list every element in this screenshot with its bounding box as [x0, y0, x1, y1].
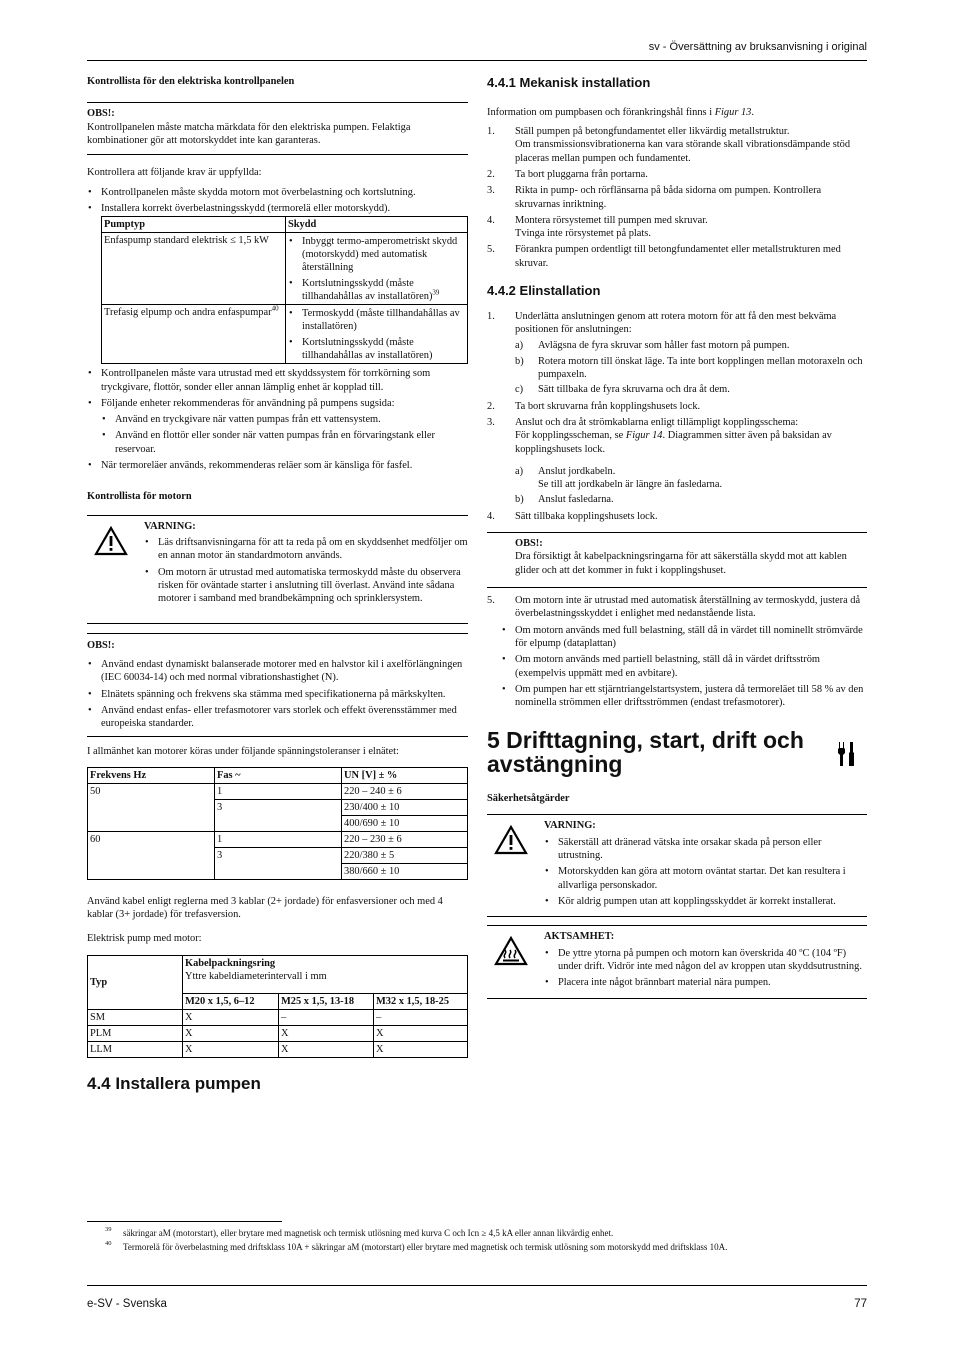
list-item: • Läs driftsanvisningarna för att ta reda på om en skyddsenhet medföljer om en annan motor än standardmotorn används.: [144, 536, 468, 563]
tools-icon: [836, 740, 856, 772]
list-item: • Elnätets spänning och frekvens ska stämma med specifikationerna på märkskylten.: [87, 688, 468, 701]
cable-rule-text: Använd kabel enligt reglerna med 3 kablar (2+ jordade) för enfasversioner och med 4 kablar (3+ jordade) för trefasversion.: [87, 895, 443, 921]
footnote-ref: 40: [271, 304, 279, 313]
table-cell: 3: [215, 847, 342, 879]
step-text: Förankra pumpen ordentligt till betongfundamentet eller metallstrukturen med skruvar.: [515, 244, 841, 269]
ring-title: Kabelpackningsring: [185, 957, 276, 969]
list-item: [87, 397, 468, 456]
step-text: Underlätta anslutningen genom att rotera motorn för att få den mest bekväma positionen för anslutningen:: [515, 310, 837, 335]
obs-title: OBS!:: [87, 108, 115, 120]
footnote-ref: 39: [432, 288, 440, 297]
list-item: • Kontrollpanelen måste skydda motorn mot överbelastning och kortslutning.: [87, 186, 468, 199]
footnote-number: 39: [105, 1226, 112, 1233]
substep-text: Sätt tillbaka de fyra skruvarna och dra åt dem.: [538, 384, 730, 396]
obs-note: [87, 102, 468, 155]
table-header: Fas ~: [215, 767, 342, 783]
safety-heading: Säkerhetsåtgärder: [487, 793, 570, 805]
section-heading-4-4-2: 4.4.2 Elinstallation: [487, 283, 601, 299]
substep-text: Avlägsna de fyra skruvar som håller fast motorn på pumpen.: [538, 340, 790, 352]
list-item: 2. Ta bort skruvarna från kopplingshusets lock.: [487, 400, 867, 413]
table-cell: X: [183, 1009, 279, 1025]
table-cell: PLM: [88, 1025, 183, 1041]
list-item: • Använd endast dynamiskt balanserade motorer med en halvstor kil i axelförlängningen (IEC 60034-14) och med normal vibrationshastighet (N).: [87, 658, 468, 685]
warning-title: VARNING:: [544, 820, 596, 832]
motor-checklist-heading: Kontrollista för motorn: [87, 491, 192, 503]
table-cell: X: [279, 1041, 374, 1057]
pump-type: Enfaspump standard elektrisk ≤ 1,5 kW: [104, 235, 269, 247]
list-item: • Motorskydden kan göra att motorn oväntat startar. Det kan resultera i allvarliga personskador.: [544, 865, 867, 892]
substep-text: Anslut jordkabeln.: [538, 465, 616, 477]
list-item: 3. Rikta in pump- och rörflänsarna på båda sidorna om pumpen. Kontrollera skruvarnas inriktning.: [487, 184, 867, 211]
table-row: [102, 305, 468, 364]
electrical-steps-continued: [487, 594, 867, 710]
page-header: [87, 40, 867, 61]
item-text: Kortslutningsskydd (måste tillhandahållas av installatören): [302, 278, 433, 303]
step-text: Montera rörsystemet till pumpen med skruvar.: [515, 214, 708, 226]
obs-note: [487, 532, 867, 588]
table-cell: 380/660 ± 10: [342, 863, 468, 879]
section-heading-4-4-1: 4.4.1 Mekanisk installation: [487, 75, 651, 90]
table-header: Skydd: [286, 217, 468, 233]
obs-note: [87, 633, 468, 731]
step-text: Ta bort skruvarna från kopplingshusets lock.: [515, 400, 701, 412]
figure-ref: Figur 14: [625, 430, 663, 442]
table-row: [88, 1041, 468, 1057]
substep-note: Se till att jordkabeln är längre än fasledarna.: [538, 479, 723, 491]
footnote: [105, 1241, 867, 1255]
table-header: M20 x 1,5, 6–12: [183, 993, 279, 1009]
table-cell: 220/380 ± 5: [342, 847, 468, 863]
pump-type: Trefasig elpump och andra enfaspumpar: [104, 307, 272, 319]
list-item: c) Sätt tillbaka de fyra skruvarna och dra åt dem.: [515, 384, 730, 396]
requirements-list: [87, 186, 468, 473]
chapter-5-heading-block: [487, 728, 867, 778]
table-cell: 60: [88, 831, 215, 879]
section-heading-4-4: 4.4 Installera pumpen: [87, 1073, 261, 1093]
list-item: • Termoskydd (måste tillhandahållas av installatören): [288, 307, 465, 333]
step-note: För kopplingsscheman, se Figur 14. Diagrammen sitter även på baksidan av kopplingshusets lock.: [515, 430, 832, 455]
table-cell: LLM: [88, 1041, 183, 1057]
mechanical-intro: Information om pumpbasen och förankringshål finns i Figur 13.: [487, 106, 754, 118]
page-footer: [87, 1285, 867, 1312]
list-item: • Säkerställ att dränerad vätska inte orsakar skada på person eller utrustning.: [544, 836, 867, 863]
list-item-text: Installera korrekt överbelastningsskydd (termorelä eller motorskydd).: [101, 202, 391, 214]
footnote-divider: [87, 1221, 282, 1222]
list-item: • Kör aldrig pumpen utan att kopplingsskyddet är korrekt installerat.: [544, 895, 867, 908]
warning-box: [487, 814, 867, 917]
protection-table: [101, 216, 468, 364]
step-text: Om motorn inte är utrustad med automatisk återställning av termoskydd, justera då överbelastningsskyddet i enlighet med nedanstående lista.: [515, 595, 861, 620]
list-item: 1. Ställ pumpen på betongfundamentet eller likvärdig metallstruktur. Om transmissionsvibrationerna kan vara störande skall vibrationsdämpande stöd placeras mellan pumpen och fundamentet.: [487, 125, 867, 165]
obs-text: Kontrollpanelen måste matcha märkdata för den elektriska pumpen. Felaktiga kombinationer gör att motorskyddet inte kan garanteras.: [87, 121, 411, 146]
list-item: • När termoreläer används, rekommenderas reläer som är känsliga för fasfel.: [87, 459, 468, 472]
list-item: • Använd endast enfas- eller trefasmotorer vars storlek och effekt överensstämmer med europeiska standarder.: [87, 704, 468, 731]
table-header: M32 x 1,5, 18-25: [374, 993, 468, 1009]
list-item: • Om motorn är utrustad med automatiska termoskydd måste du observera risken för oväntade starter i anslutning till överlast. Använd inte sådana motorer i samband med brandbekämpning och sprinklersystem.: [144, 566, 468, 606]
table-row: [88, 831, 468, 847]
table-cell: 220 – 230 ± 6: [342, 831, 468, 847]
table-cell: [286, 305, 468, 364]
footnote-text: säkringar aM (motorstart), eller brytare med magnetisk och termisk utlösning med kurva C och Icn ≥ 4,5 kA eller annan likvärdig enhet.: [123, 1228, 614, 1238]
ring-subtitle: Yttre kabeldiameterintervall i mm: [185, 970, 327, 982]
table-cell: 1: [215, 831, 342, 847]
step-text: Rikta in pump- och rörflänsarna på båda sidorna om pumpen. Kontrollera skruvarnas inriktning.: [515, 185, 822, 210]
list-item: 4. Montera rörsystemet till pumpen med skruvar. Tvinga inte rörsystemet på plats.: [487, 214, 867, 241]
table-cell: X: [374, 1025, 468, 1041]
table-cell: [102, 305, 286, 364]
table-cell: X: [183, 1041, 279, 1057]
list-item: • Om motorn används med partiell belastning, ställ då in värdet driftsström (exempelvis uppmätt med en avbitare).: [501, 653, 867, 680]
requirements-intro: Kontrollera att följande krav är uppfyllda:: [87, 167, 262, 179]
substep-text: Anslut fasledarna.: [538, 494, 614, 506]
warning-icon: [487, 819, 544, 908]
table-cell: 400/690 ± 10: [342, 815, 468, 831]
table-cell: 50: [88, 783, 215, 831]
table-cell: X: [183, 1025, 279, 1041]
table-cell: X: [279, 1025, 374, 1041]
hot-surface-icon: [487, 930, 544, 989]
table-header: Typ: [88, 955, 183, 1009]
list-item: • Använd en flottör eller sonder när vatten pumpas från en förvaringstank eller reservoar.: [101, 429, 468, 456]
list-item: • Placera inte något brännbart material nära pumpen.: [544, 976, 867, 989]
obs-title: OBS!:: [87, 639, 115, 651]
list-item: [288, 277, 465, 303]
step-text: Ställ pumpen på betongfundamentet eller likvärdig metallstruktur.: [515, 125, 790, 137]
electrical-steps: [487, 310, 867, 523]
page-number: 77: [854, 1298, 867, 1310]
list-item: b) Rotera motorn till önskat läge. Ta inte bort kopplingen mellan motoraxeln och pumpaxeln.: [515, 355, 863, 380]
list-item: a) Avlägsna de fyra skruvar som håller fast motorn på pumpen.: [515, 340, 790, 352]
table-cell: X: [374, 1041, 468, 1057]
table-cell: 1: [215, 783, 342, 799]
list-item: • Kontrollpanelen måste vara utrustad med ett skyddssystem för torrkörning som tryckgivare, flottör, sonder eller annan lämplig enhet är kopplad till.: [87, 367, 468, 394]
step-text: Sätt tillbaka kopplingshusets lock.: [515, 510, 658, 522]
list-item: 3. Anslut och dra åt strömkablarna enligt tillämpligt kopplingsschema: För kopplingsscheman, se Figur 14. Diagrammen sitter även på baksidan av kopplingshusets lock. a) Anslut jordkabeln. Se till att jordkabeln är längre än fasledarna. b) Anslut fasledarna.: [487, 416, 867, 507]
table-row: [88, 1025, 468, 1041]
step-note: Tvinga inte rörsystemet på plats.: [515, 228, 651, 240]
list-item: b) Anslut fasledarna.: [515, 493, 867, 506]
right-column: [487, 75, 867, 999]
table-header: UN [V] ± %: [342, 767, 468, 783]
list-item: 5. Om motorn inte är utrustad med automatisk återställning av termoskydd, justera då överbelastningsskyddet i enlighet med nedanstående lista. • Om motorn används med full belastning, ställ då in värdet till nominellt strömvärde för elpump (dataplattan) • Om motorn används med partiell belastning, ställ då in värdet driftsström (exempelvis uppmätt med en avbitare). • Om pumpen har ett stjärntriangelstartsystem, justera då termoreläet till 58 % av den nominella strömmen eller driftsströmmen (endast trefasmotorer).: [487, 594, 867, 710]
table-header: M25 x 1,5, 13-18: [279, 993, 374, 1009]
footnote: [105, 1227, 867, 1241]
list-item: 2. Ta bort pluggarna från portarna.: [487, 168, 867, 181]
table-cell: –: [279, 1009, 374, 1025]
header-title: sv - Översättning av bruksanvisning i original: [648, 41, 867, 53]
table-cell: 3: [215, 799, 342, 831]
list-item: 1. Underlätta anslutningen genom att rotera motorn för att få den mest bekväma positionen för anslutningen: a) Avlägsna de fyra skruvar som håller fast motorn på pumpen. b) Rotera motorn till önskat läge. Ta inte bort kopplingen mellan motoraxeln och pumpaxeln. c) Sätt tillbaka de fyra skruvarna och dra åt dem.: [487, 310, 867, 397]
list-item: • Om motorn används med full belastning, ställ då in värdet till nominellt strömvärde för elpump (dataplattan): [501, 624, 867, 651]
table-row: [88, 783, 468, 799]
list-item: • Använd en tryckgivare när vatten pumpas från ett vattensystem.: [101, 413, 468, 426]
list-item-text: Följande enheter rekommenderas för användning på pumpens sugsida:: [101, 397, 395, 409]
intro-text: Information om pumpbasen och förankringshål finns i: [487, 106, 713, 118]
chapter-heading: 5 Drifttagning, start, drift och avstängning: [487, 726, 804, 778]
table-cell: [286, 233, 468, 305]
warning-box: [87, 515, 468, 624]
list-item: 5. Förankra pumpen ordentligt till betongfundamentet eller metallstrukturen med skruvar.: [487, 243, 867, 270]
table-cell: SM: [88, 1009, 183, 1025]
tolerance-intro: I allmänhet kan motorer köras under följande spänningstoleranser i elnätet:: [87, 746, 399, 758]
footnote-text: Termorelä för överbelastning med driftsklass 10A + säkringar aM (motorstart) eller brytare med magnetisk och termisk utlösning som motorskydd med driftsklass 10A.: [123, 1241, 728, 1252]
table-header: [183, 955, 468, 993]
panel-checklist-heading: Kontrollista för den elektriska kontrollpanelen: [87, 76, 295, 87]
caution-box: [487, 925, 867, 998]
table-row: [102, 233, 468, 305]
list-item: • Inbyggt termo-amperometriskt skydd (motorskydd) med automatisk återställning: [288, 235, 465, 274]
list-item: • Kortslutningsskydd (måste tillhandahållas av installatören): [288, 336, 465, 362]
footnote-number: 40: [105, 1239, 112, 1247]
voltage-table: [87, 767, 468, 880]
list-item: • De yttre ytorna på pumpen och motorn kan överskrida 40 ºC (104 ºF) under drift. Vidrör inte med någon del av kroppen utan skyddsutrustning.: [544, 947, 867, 974]
substep-text: Rotera motorn till önskat läge. Ta inte bort kopplingen mellan motoraxeln och pumpaxeln.: [538, 355, 863, 380]
list-item: • Om pumpen har ett stjärntriangelstartsystem, justera då termoreläet till 58 % av den nominella strömmen eller driftsströmmen (endast trefasmotorer).: [501, 683, 867, 710]
obs-text: Dra försiktigt åt kabelpackningsringarna för att säkerställa skydd mot att kablen glider och att det kommer in fukt i kopplingshuset.: [515, 551, 847, 576]
list-item: 4. Sätt tillbaka kopplingshusets lock.: [487, 510, 867, 523]
footer-doc-label: e-SV - Svenska: [87, 1298, 167, 1310]
table-cell: –: [374, 1009, 468, 1025]
mechanical-steps: [487, 125, 867, 270]
list-item: [87, 202, 468, 364]
step-text: Anslut och dra åt strömkablarna enligt tillämpligt kopplingsschema:: [515, 416, 799, 428]
figure-ref: Figur 13: [714, 106, 752, 118]
warning-icon: [87, 520, 144, 606]
pump-motor-label: Elektrisk pump med motor:: [87, 933, 202, 945]
step-text: Ta bort pluggarna från portarna.: [515, 168, 648, 180]
table-header: Frekvens Hz: [88, 767, 215, 783]
table-cell: 220 – 240 ± 6: [342, 783, 468, 799]
obs-title: OBS!:: [515, 538, 543, 550]
table-cell: 230/400 ± 10: [342, 799, 468, 815]
list-item: a) Anslut jordkabeln. Se till att jordkabeln är längre än fasledarna.: [515, 465, 867, 492]
caution-title: AKTSAMHET:: [544, 931, 615, 943]
table-row: [88, 1009, 468, 1025]
cable-gland-table: [87, 955, 468, 1058]
left-column: [87, 75, 468, 1094]
table-cell: [102, 233, 286, 305]
warning-title: VARNING:: [144, 520, 196, 532]
table-header: Pumptyp: [102, 217, 286, 233]
step-note: Om transmissionsvibrationerna kan vara störande skall vibrationsdämpande stöd placeras mellan pumpen och fundamentet.: [515, 139, 851, 164]
footnotes: [105, 1227, 867, 1255]
